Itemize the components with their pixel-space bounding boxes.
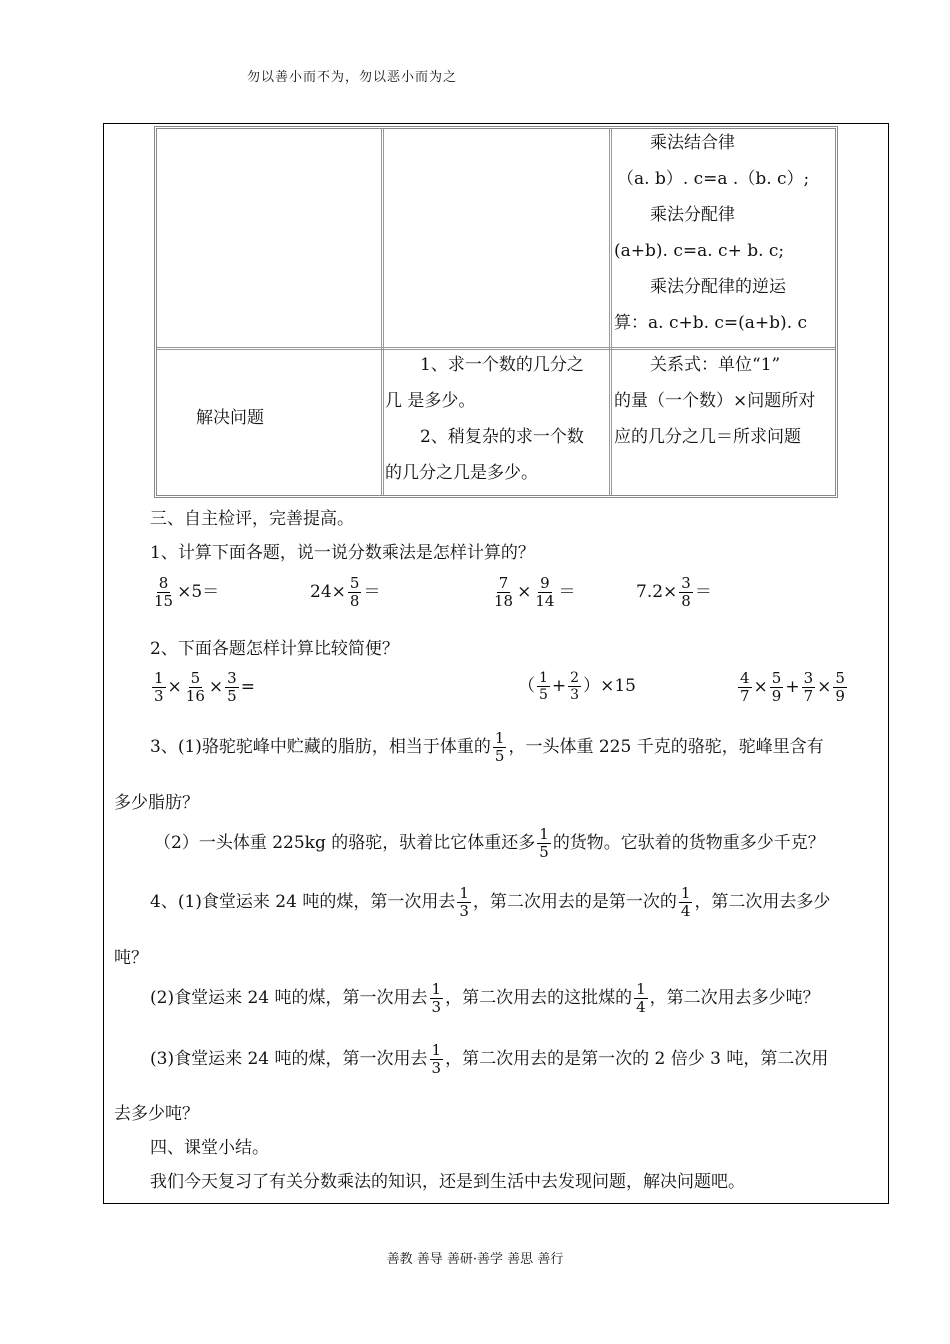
section-title: 三、自主检评，完善提高。 <box>150 509 354 529</box>
expression: $\frac{8}{15}$ ×5＝ <box>154 574 220 610</box>
table-cell-text: 几 是多少。 <box>385 391 476 411</box>
problem-text: （2）一头体重 225kg 的骆驼，驮着比它体重还多 $\frac{1}{5}$ 的货物。它驮着的货物重多少千克？ <box>154 825 825 861</box>
expression: $\frac{1}{3}$ × $\frac{5}{16}$ × $\frac{3}{5}$ = <box>154 669 255 705</box>
table-divider <box>381 129 384 495</box>
table-cell-text: 应的几分之几＝所求问题 <box>614 427 801 447</box>
table-cell-text: (a+b). c=a. c+ b. c; <box>614 241 785 261</box>
table-cell-text: 的几分之几是多少。 <box>385 463 538 483</box>
question-title: 1、计算下面各题，说一说分数乘法是怎样计算的？ <box>150 543 535 563</box>
table-cell-text: （a. b）. c=a .（b. c）; <box>617 169 810 189</box>
table-divider <box>609 129 612 495</box>
expression: $\frac{7}{18}$ × $\frac{9}{14}$ ＝ <box>494 574 576 610</box>
expression: $\frac{4}{7}$ × $\frac{5}{9}$ + $\frac{3}{7}$ × $\frac{5}{9}$ <box>740 669 845 705</box>
problem-text: 3、(1)骆驼驼峰中贮藏的脂肪，相当于体重的 $\frac{1}{5}$ ，一头体重 225 千克的骆驼，驼峰里含有 <box>150 729 824 765</box>
section-title: 四、课堂小结。 <box>150 1138 269 1158</box>
problem-text: 多少脂肪？ <box>114 793 199 813</box>
problem-text: 去多少吨？ <box>114 1104 199 1124</box>
problem-text: 4、(1)食堂运来 24 吨的煤，第一次用去 $\frac{1}{3}$ ，第二次用去的是第一次的 $\frac{1}{4}$ ，第二次用去多少 <box>150 884 831 920</box>
table-cell-text: 乘法结合律 <box>650 133 735 153</box>
footer-text: 善教 善导 善研·善学 善思 善行 <box>386 1252 564 1267</box>
summary-text: 我们今天复习了有关分数乘法的知识，还是到生活中去发现问题，解决问题吧。 <box>150 1172 745 1192</box>
problem-text: (3)食堂运来 24 吨的煤，第一次用去 $\frac{1}{3}$ ，第二次用去的是第一次的 2 倍少 3 吨，第二次用 <box>150 1041 829 1077</box>
expression: 24× $\frac{5}{8}$ ＝ <box>310 574 381 610</box>
table-cell-text: 关系式：单位“1” <box>650 355 781 375</box>
table-cell-text: 乘法分配律的逆运 <box>650 277 786 297</box>
problem-text: 吨？ <box>114 948 148 968</box>
table-cell-text: 乘法分配律 <box>650 205 735 225</box>
question-title: 2、下面各题怎样计算比较简便？ <box>150 639 399 659</box>
expression: （ $\frac{1}{5}$ + $\frac{2}{3}$ ）×15 <box>518 670 636 703</box>
expression: 7.2× $\frac{3}{8}$ ＝ <box>636 574 712 610</box>
table-cell-text: 的量（一个数）×问题所对 <box>614 391 816 411</box>
problem-text: (2)食堂运来 24 吨的煤，第一次用去 $\frac{1}{3}$ ，第二次用去的这批煤的 $\frac{1}{4}$ ，第二次用去多少吨？ <box>150 980 820 1016</box>
table-cell-label: 解决问题 <box>196 408 264 428</box>
table-cell-text: 1、求一个数的几分之 <box>420 355 584 375</box>
table-cell-text: 2、稍复杂的求一个数 <box>420 427 584 447</box>
table-cell-text: 算：a. c+b. c=(a+b). c <box>614 313 808 333</box>
header-motto: 勿以善小而不为，勿以恶小而为之 <box>247 70 458 85</box>
